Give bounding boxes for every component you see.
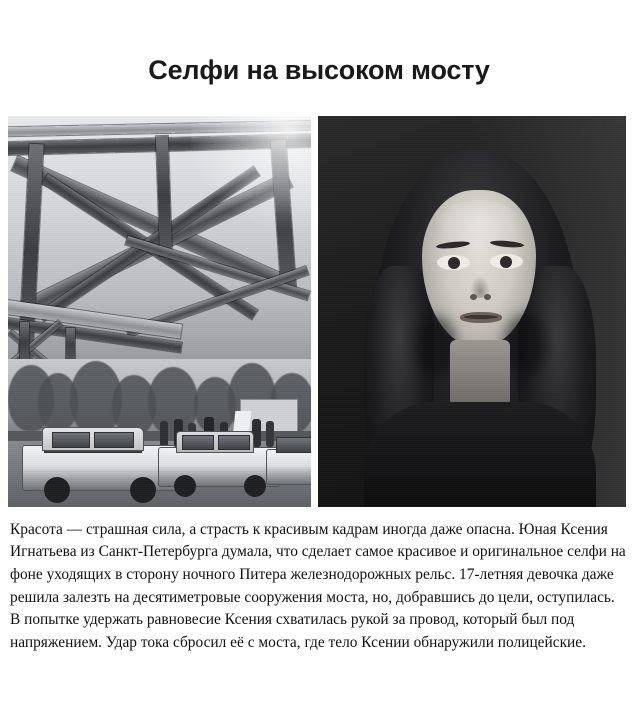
gallery-right-column [318, 116, 626, 507]
article-page [0, 18, 638, 713]
image-gallery [0, 116, 638, 507]
cars-road-photo [8, 359, 311, 507]
girl-portrait-photo [318, 116, 626, 507]
article-paragraph: Красота — страшная сила, а страсть к красивым кадрам иногда даже опасна. Юная Ксения Игнатьева из Санкт-Петербурга думала, что сделает самое красивое и оригинальное селфи на фоне уходящих в сторону ночного Питера железнодорожных рельс. 17-летняя девочка даже решила залезть на десятиметровые сооружения моста, но, добравшись до цели, оступилась. В попытке удержать равновесие Ксения схватилась рукой за провод, который был под напряжением. Удар тока сбросил её с моста, где тело Ксении обнаружили полицейские. [10, 520, 626, 652]
gallery-left-column [8, 116, 311, 507]
bridge-truss-photo [8, 116, 311, 359]
article-body [0, 507, 638, 655]
page-title: Селфи на высоком мосту [148, 55, 490, 86]
